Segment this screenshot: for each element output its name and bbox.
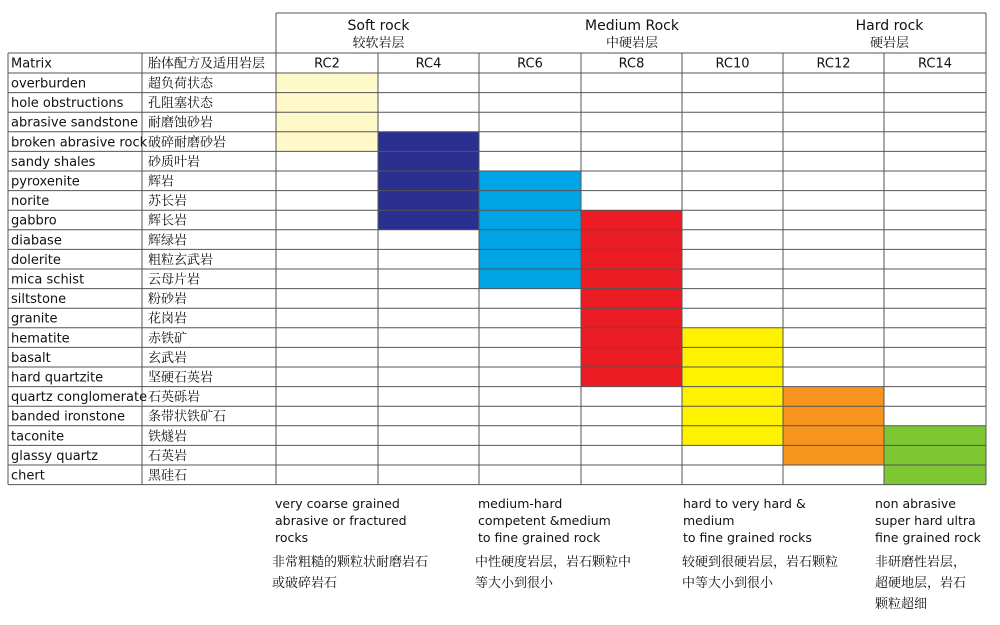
column-label-rc4: RC4 (415, 56, 442, 72)
row-label-zh: 孔阻塞状态 (148, 96, 214, 112)
group-header-zh: 较软岩层 (352, 36, 405, 51)
row-label-en: diabase (11, 233, 62, 249)
note-hard-en: hard to very hard & medium to fine grained rocks (683, 496, 812, 545)
row-label-zh: 条带状铁矿石 (148, 409, 227, 425)
row-label-en: dolerite (11, 252, 61, 268)
row-label-zh: 辉岩 (148, 174, 175, 190)
row-label-en: hard quartzite (11, 370, 104, 386)
group-header-en: Medium Rock (585, 18, 679, 34)
row-header-en: Matrix (11, 56, 52, 72)
row-label-en: norite (11, 194, 50, 210)
note-medium-en: medium-hard competent &medium to fine grained rock (478, 496, 611, 545)
row-label-en: mica schist (11, 272, 85, 288)
row-label-en: broken abrasive rock (11, 135, 148, 151)
range-block-rc4 (378, 132, 479, 230)
row-label-zh: 赤铁矿 (148, 331, 188, 347)
row-label-en: abrasive sandstone (11, 115, 139, 131)
column-label-rc14: RC14 (917, 56, 953, 72)
group-header-en: Soft rock (347, 18, 410, 34)
column-label-rc2: RC2 (314, 56, 340, 72)
note-soft-en: very coarse grained abrasive or fractured rocks (275, 496, 407, 545)
row-label-en: siltstone (11, 292, 67, 308)
note-soft-zh: 非常粗糙的颗粒状耐磨岩石 或破碎岩石 (272, 555, 429, 591)
row-label-zh: 砂质叶岩 (148, 154, 201, 170)
row-label-zh: 玄武岩 (148, 350, 188, 366)
row-label-zh: 破碎耐磨砂岩 (148, 135, 227, 151)
row-label-en: granite (11, 311, 58, 327)
note-ultra-en: non abrasive super hard ultra fine grained rock (875, 496, 981, 545)
row-label-zh: 辉长岩 (148, 213, 188, 229)
row-label-en: gabbro (11, 213, 57, 229)
note-medium-zh: 中性硬度岩层，岩石颗粒中 等大小到很小 (475, 555, 632, 591)
row-label-en: banded ironstone (11, 409, 126, 425)
column-label-rc8: RC8 (618, 56, 645, 72)
row-label-zh: 石英岩 (148, 448, 188, 464)
row-label-en: overburden (11, 76, 87, 92)
row-label-en: quartz conglomerate (11, 390, 148, 406)
row-label-zh: 云母片岩 (148, 272, 201, 288)
row-label-zh: 苏长岩 (148, 194, 188, 210)
group-header-en: Hard rock (855, 18, 924, 34)
group-header-zh: 中硬岩层 (605, 36, 659, 51)
row-label-en: hematite (11, 331, 70, 347)
group-header-zh: 硬岩层 (869, 36, 910, 51)
row-label-zh: 粉砂岩 (148, 292, 188, 308)
column-label-rc6: RC6 (517, 56, 543, 72)
row-label-en: glassy quartz (11, 448, 98, 464)
row-label-en: pyroxenite (11, 174, 80, 190)
row-label-zh: 超负荷状态 (148, 76, 214, 92)
row-label-zh: 黑硅石 (148, 468, 188, 484)
row-header-zh: 胎体配方及适用岩层 (148, 56, 266, 72)
row-label-en: sandy shales (11, 154, 96, 170)
row-label-zh: 花岗岩 (148, 311, 188, 327)
row-label-zh: 石英砾岩 (148, 390, 201, 406)
row-label-zh: 铁燧岩 (148, 429, 188, 445)
row-label-en: chert (11, 468, 45, 484)
column-label-rc12: RC12 (816, 56, 851, 72)
row-label-zh: 坚硬石英岩 (148, 370, 214, 386)
note-ultra-zh: 非研磨性岩层， 超硬地层，岩石 颗粒超细 (875, 555, 967, 612)
row-label-en: basalt (11, 350, 51, 366)
row-label-zh: 辉绿岩 (148, 233, 188, 249)
row-label-zh: 耐磨蚀砂岩 (148, 115, 214, 131)
row-label-zh: 粗粒玄武岩 (148, 252, 214, 268)
range-block-rc14 (884, 426, 986, 485)
row-label-en: hole obstructions (11, 96, 124, 112)
note-hard-zh: 较硬到很硬岩层，岩石颗粒 中等大小到很小 (682, 555, 839, 591)
row-label-en: taconite (11, 429, 65, 445)
column-label-rc10: RC10 (715, 56, 750, 72)
range-block-rc8 (581, 210, 682, 386)
